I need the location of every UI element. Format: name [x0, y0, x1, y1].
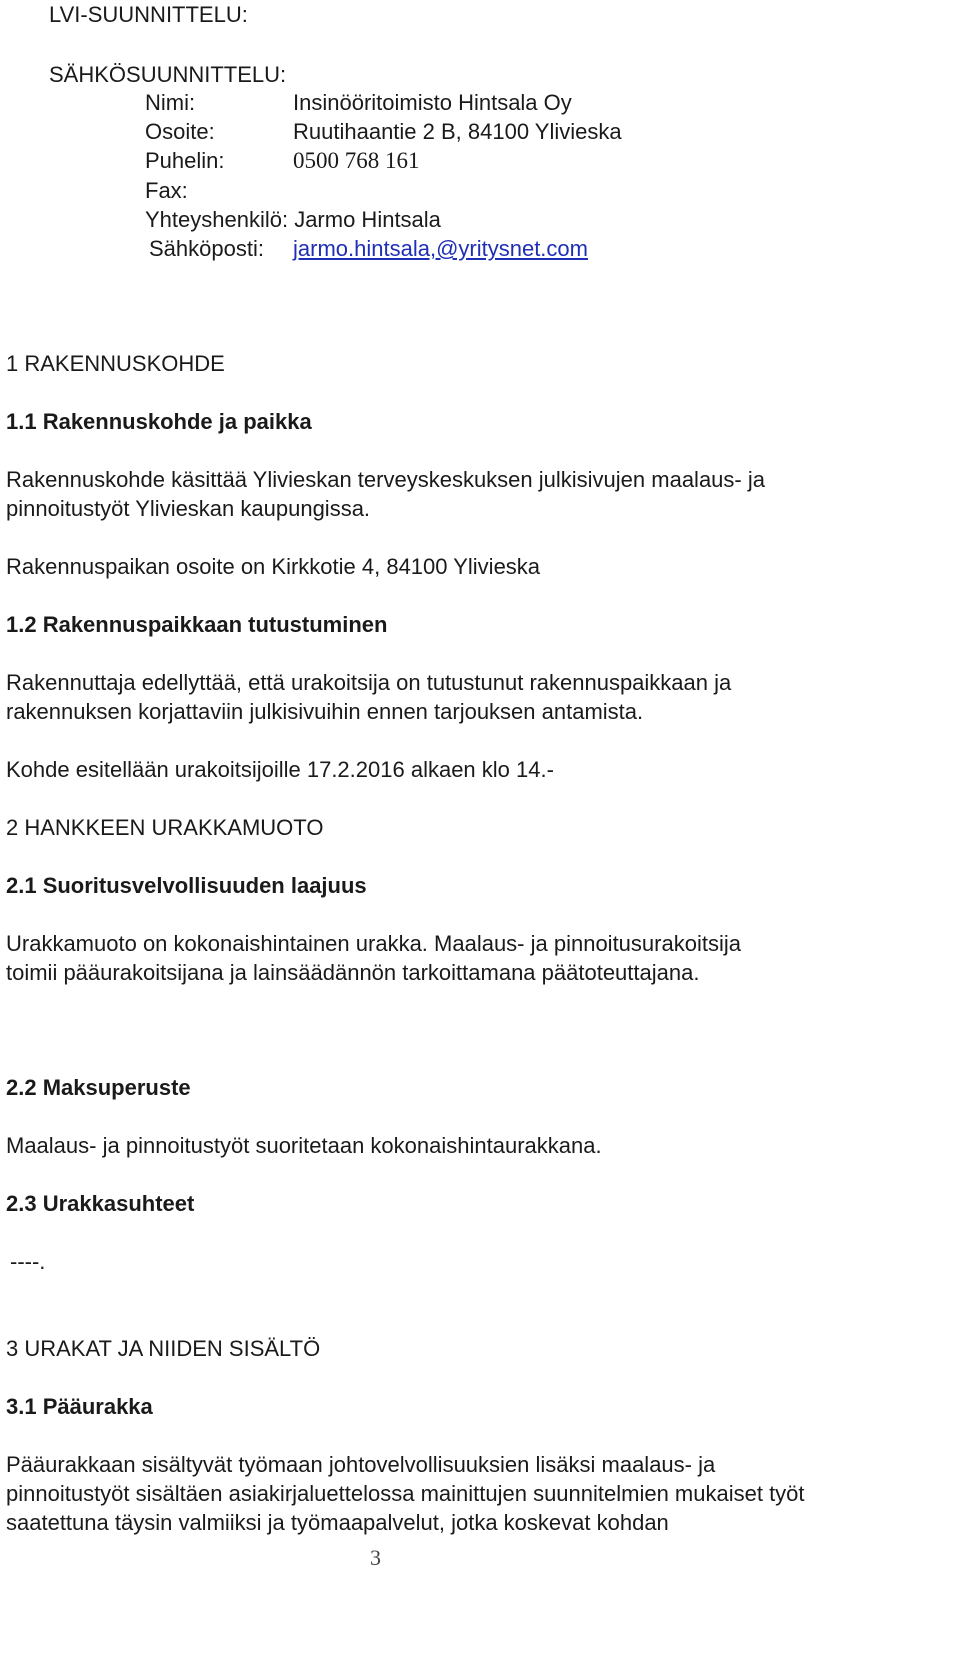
email-label: Sähköposti: — [149, 236, 264, 261]
section-1-2-text: Rakennuttaja edellyttää, että urakoitsija on tutustunut rakennuspaikkaan ja — [6, 670, 732, 695]
section-3-1-heading: 3.1 Pääurakka — [6, 1394, 153, 1419]
site-address-text: Rakennuspaikan osoite on Kirkkotie 4, 84100 Ylivieska — [6, 554, 541, 579]
section-1-2-heading: 1.2 Rakennuspaikkaan tutustuminen — [6, 612, 388, 637]
fax-label: Fax: — [145, 178, 188, 203]
section-1-1-text: Rakennuskohde käsittää Ylivieskan terveyskeskuksen julkisivujen maalaus- ja — [6, 467, 765, 492]
section-2-2-text: Maalaus- ja pinnoitustyöt suoritetaan kokonaishintaurakkana. — [6, 1133, 602, 1158]
contact-line: Yhteyshenkilö: Jarmo Hintsala — [145, 207, 441, 232]
section-3-1-text: saatettuna täysin valmiiksi ja työmaapalvelut, jotka koskevat kohdan — [6, 1510, 669, 1535]
presentation-date-text: Kohde esitellään urakoitsijoille 17.2.2016 alkaen klo 14.- — [6, 757, 554, 782]
section-1-1-heading: 1.1 Rakennuskohde ja paikka — [6, 409, 312, 434]
name-label: Nimi: — [145, 90, 196, 115]
section-2-1-text: Urakkamuoto on kokonaishintainen urakka. Maalaus- ja pinnoitusurakoitsija — [6, 931, 741, 956]
page-number: 3 — [370, 1545, 381, 1570]
phone-value: 0500 768 161 — [293, 148, 420, 173]
section-2-1-text: toimii pääurakoitsijana ja lainsäädännön tarkoittamana päätoteuttajana. — [6, 960, 700, 985]
section-1-heading: 1 RAKENNUSKOHDE — [6, 351, 225, 376]
section-3-1-text: pinnoitustyöt sisältäen asiakirjaluettelossa mainittujen suunnitelmien mukaiset työt — [6, 1481, 805, 1506]
sahko-heading: SÄHKÖSUUNNITTELU: — [49, 62, 287, 87]
section-2-1-heading: 2.1 Suoritusvelvollisuuden laajuus — [6, 873, 367, 898]
section-2-3-text: ----. — [10, 1249, 46, 1274]
address-value: Ruutihaantie 2 B, 84100 Ylivieska — [293, 119, 622, 144]
section-1-1-text: pinnoitustyöt Ylivieskan kaupungissa. — [6, 496, 371, 521]
email-link[interactable]: jarmo.hintsala,@yritysnet.com — [293, 236, 588, 261]
lvi-heading: LVI-SUUNNITTELU: — [49, 2, 248, 27]
address-label: Osoite: — [145, 119, 215, 144]
section-1-2-text: rakennuksen korjattaviin julkisivuihin ennen tarjouksen antamista. — [6, 699, 644, 724]
section-2-2-heading: 2.2 Maksuperuste — [6, 1075, 191, 1100]
section-3-1-text: Pääurakkaan sisältyvät työmaan johtovelvollisuuksien lisäksi maalaus- ja — [6, 1452, 716, 1477]
phone-label: Puhelin: — [145, 148, 225, 173]
name-value: Insinööritoimisto Hintsala Oy — [293, 90, 572, 115]
section-2-heading: 2 HANKKEEN URAKKAMUOTO — [6, 815, 324, 840]
section-2-3-heading: 2.3 Urakkasuhteet — [6, 1191, 195, 1216]
section-3-heading: 3 URAKAT JA NIIDEN SISÄLTÖ — [6, 1336, 321, 1361]
